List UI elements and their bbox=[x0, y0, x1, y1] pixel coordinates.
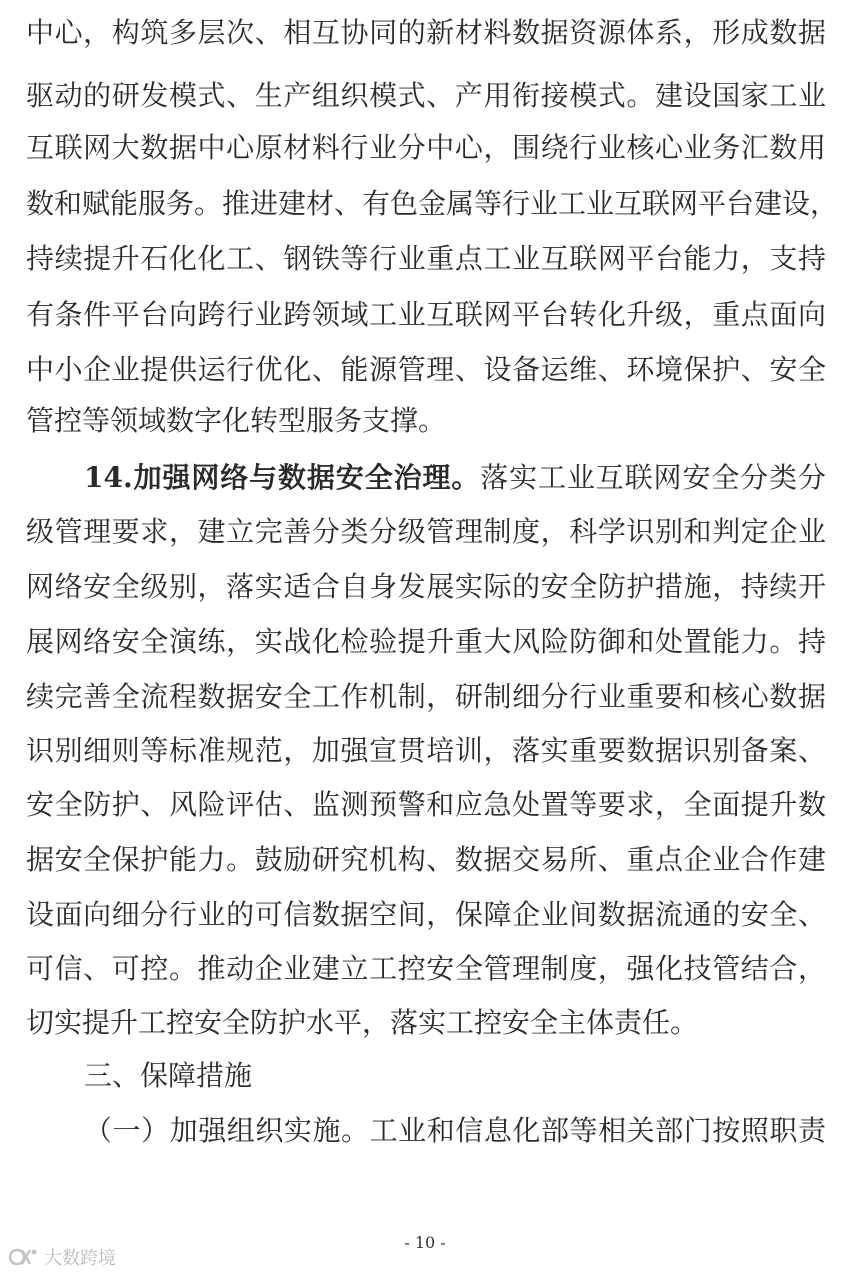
text-span: 落实工业互联网安全分类分 bbox=[480, 461, 826, 494]
page-number: - 10 - bbox=[404, 1233, 446, 1252]
text-span: 中小企业提供运行优化、能源管理、设备运维、环境保护、安全 bbox=[26, 353, 826, 386]
text-span: 有条件平台向跨行业跨领域工业互联网平台转化升级，重点面向 bbox=[26, 298, 826, 331]
text-span: 数和赋能服务。推进建材、有色金属等行业工业互联网平台建设， bbox=[26, 187, 839, 220]
text-span: 据安全保护能力。鼓励研究机构、数据交易所、重点企业合作建 bbox=[26, 843, 826, 876]
text-span: 互联网大数据中心原材料行业分中心，围绕行业核心业务汇数用 bbox=[26, 131, 826, 164]
text-line bbox=[26, 567, 826, 607]
text-span: 安全防护、风险评估、监测预警和应急处置等要求，全面提升数 bbox=[26, 788, 826, 821]
text-line bbox=[26, 128, 826, 168]
logo-icon bbox=[8, 1246, 38, 1268]
text-span: 中心，构筑多层次、相互协同的新材料数据资源体系，形成数据 bbox=[26, 16, 826, 49]
section-3-heading bbox=[84, 1056, 826, 1096]
text-line bbox=[26, 731, 826, 771]
text-span: 管控等领域数字化转型服务支撑。 bbox=[26, 404, 447, 437]
text-line bbox=[26, 677, 826, 717]
text-span: 三、保障措施 bbox=[84, 1059, 253, 1092]
text-span: 展网络安全演练，实战化检验提升重大风险防御和处置能力。持 bbox=[26, 625, 826, 658]
text-span: 设面向细分行业的可信数据空间，保障企业间数据流通的安全、 bbox=[26, 898, 826, 931]
text-span: 可信、可控。推动企业建立工控安全管理制度，强化技管结合， bbox=[26, 952, 826, 985]
text-line bbox=[26, 1003, 826, 1043]
text-line bbox=[26, 895, 826, 935]
text-span: 级管理要求，建立完善分类分级管理制度，科学识别和判定企业 bbox=[26, 515, 826, 548]
text-line bbox=[26, 239, 826, 279]
section-14-heading-line bbox=[84, 458, 826, 498]
text-line bbox=[26, 184, 839, 224]
watermark bbox=[8, 1244, 116, 1270]
text-line bbox=[26, 785, 826, 825]
text-span: 持续提升石化化工、钢铁等行业重点工业互联网平台能力，支持 bbox=[26, 242, 826, 275]
text-line bbox=[26, 949, 826, 989]
section-14-heading: 14.加强网络与数据安全治理。 bbox=[84, 461, 481, 494]
text-span: 驱动的研发模式、生产组织模式、产用衔接模式。建设国家工业 bbox=[26, 79, 826, 112]
text-line bbox=[26, 350, 826, 390]
text-line bbox=[26, 13, 826, 53]
text-span: （一）加强组织实施。工业和信息化部等相关部门按照职责 bbox=[84, 1114, 826, 1147]
text-line bbox=[26, 295, 826, 335]
text-line bbox=[26, 401, 826, 441]
text-line bbox=[26, 76, 826, 116]
watermark-text: 大数跨境 bbox=[44, 1248, 116, 1269]
text-span: 续完善全流程数据安全工作机制，研制细分行业重要和核心数据 bbox=[26, 680, 826, 713]
text-span: 网络安全级别，落实适合自身发展实际的安全防护措施，持续开 bbox=[26, 570, 826, 603]
text-span: 识别细则等标准规范，加强宣贯培训，落实重要数据识别备案、 bbox=[26, 734, 826, 767]
text-span: 切实提升工控安全防护水平，落实工控安全主体责任。 bbox=[26, 1006, 699, 1039]
text-line bbox=[26, 512, 826, 552]
subsection-1-line bbox=[84, 1111, 826, 1151]
text-line bbox=[26, 840, 826, 880]
text-line bbox=[26, 622, 826, 662]
